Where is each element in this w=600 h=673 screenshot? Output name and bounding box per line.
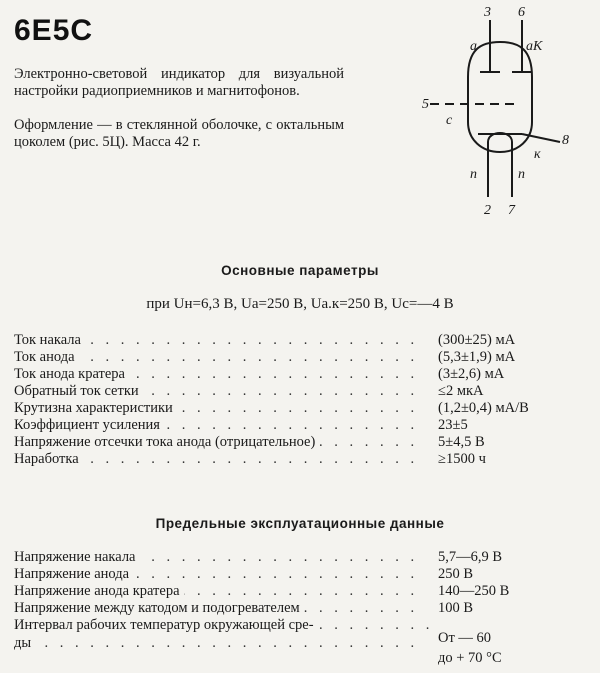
- limit-value: 5,7—6,9 В: [438, 549, 503, 565]
- heater-left-label: п: [470, 167, 477, 182]
- param-label: Коэффициент усиления: [14, 417, 164, 433]
- temp-value-min: От — 60: [438, 630, 492, 646]
- param-value: 5±4,5 В: [438, 434, 485, 450]
- param-row: [14, 434, 594, 451]
- pin-5-label: 5: [422, 97, 429, 112]
- tube-name: 6Е5С: [14, 14, 94, 47]
- pin-3-label: 3: [484, 5, 491, 20]
- main-params-title: Основные параметры: [221, 263, 379, 278]
- param-label: Ток анода: [14, 349, 79, 365]
- limit-value: 140—250 В: [438, 583, 510, 599]
- param-value: 23±5: [438, 417, 468, 433]
- param-row: [14, 349, 594, 366]
- anode-label: а: [470, 39, 477, 54]
- param-label: Ток накала: [14, 332, 85, 348]
- cathode-label: к: [534, 147, 541, 162]
- pin-2-label: 2: [484, 203, 491, 218]
- anode-crater-label: аК: [526, 39, 543, 54]
- param-label: Напряжение отсечки тока анода (отрицательное): [14, 434, 319, 450]
- param-label: Крутизна характеристики: [14, 400, 177, 416]
- limit-label: Напряжение между катодом и подогревателем: [14, 600, 304, 616]
- temp-label-row-2: [14, 635, 594, 652]
- limit-row: [14, 549, 594, 566]
- pin-6-label: 6: [518, 5, 525, 20]
- param-value: (3±2,6) мА: [438, 366, 505, 382]
- param-row: [14, 332, 594, 349]
- temp-label-line2: ды: [14, 635, 35, 651]
- param-row: [14, 400, 594, 417]
- measurement-conditions: при Uн=6,3 В, Uа=250 В, Uа.к=250 В, Uс=—4 В: [146, 296, 454, 312]
- heater-right-label: п: [518, 167, 525, 182]
- param-value: (300±25) мА: [438, 332, 516, 348]
- temp-value-max: до + 70 °С: [438, 650, 502, 666]
- limit-row: [14, 566, 594, 583]
- limit-value: 250 В: [438, 566, 474, 582]
- limit-row: [14, 600, 594, 617]
- temp-label-line1: Интервал рабочих температур окружающей сре-: [14, 617, 318, 633]
- param-value: ≥1500 ч: [438, 451, 486, 467]
- param-value: (1,2±0,4) мА/В: [438, 400, 529, 416]
- param-label: Обратный ток сетки: [14, 383, 143, 399]
- limit-label: Напряжение накала: [14, 549, 140, 565]
- pin-7-label: 7: [508, 203, 515, 218]
- limits-title: Предельные эксплуатационные данные: [155, 516, 445, 531]
- param-value: ≤2 мкА: [438, 383, 484, 399]
- param-value: (5,3±1,9) мА: [438, 349, 516, 365]
- pin-8-label: 8: [562, 133, 569, 148]
- temp-label-row: [14, 617, 594, 634]
- param-row: [14, 417, 594, 434]
- param-label: Наработка: [14, 451, 83, 467]
- param-label: Ток анода кратера: [14, 366, 129, 382]
- param-row: [14, 451, 594, 468]
- limit-value: 100 В: [438, 600, 474, 616]
- param-row: [14, 366, 594, 383]
- tube-design: Оформление — в стеклянной оболочке, с октальным цоколем (рис. 5Ц). Масса 42 г.: [14, 117, 344, 150]
- limit-label: Напряжение анода кратера: [14, 583, 184, 599]
- limit-label: Напряжение анода: [14, 566, 133, 582]
- grid-label: с: [446, 113, 453, 128]
- limit-row: [14, 583, 594, 600]
- param-row: [14, 383, 594, 400]
- tube-pinout-diagram: [410, 2, 590, 222]
- tube-description: Электронно-световой индикатор для визуальной настройки радиоприемников и магнитофонов.: [14, 66, 344, 99]
